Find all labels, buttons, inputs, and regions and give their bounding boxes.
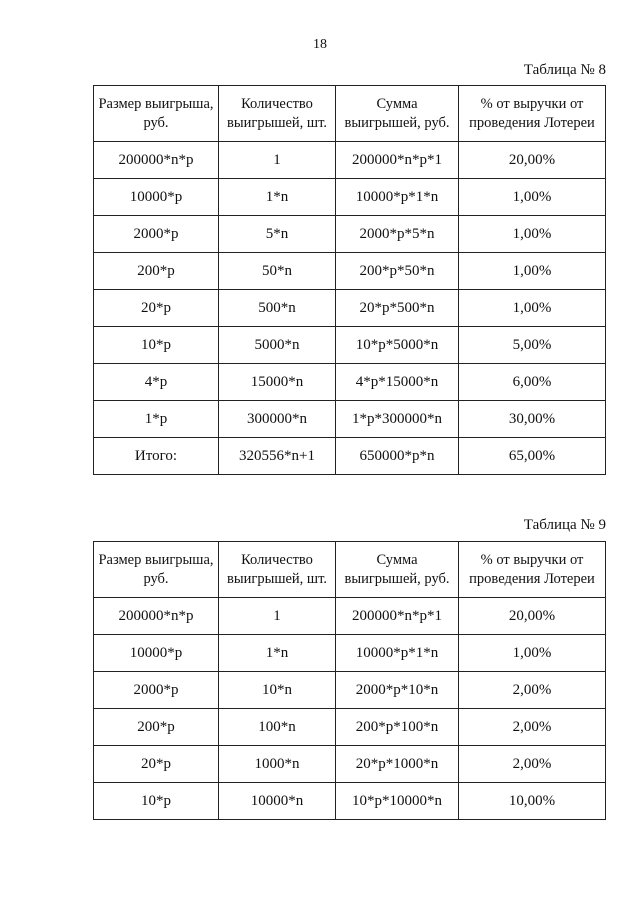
cell-prize-sum: 200*p*50*n	[336, 253, 459, 290]
table-row	[94, 709, 606, 746]
cell-revenue-percent: 20,00%	[459, 142, 606, 179]
header-revenue-percent: % от выручки от проведения Лотереи	[459, 542, 606, 598]
cell-prize-sum: 10*p*5000*n	[336, 327, 459, 364]
cell-revenue-percent: 1,00%	[459, 635, 606, 672]
cell-revenue-percent: 1,00%	[459, 179, 606, 216]
cell-prize-size: 20*p	[94, 746, 219, 783]
cell-revenue-percent: 6,00%	[459, 364, 606, 401]
cell-prize-sum: 200000*n*p*1	[336, 142, 459, 179]
cell-prize-count: 10*n	[219, 672, 336, 709]
cell-prize-count: 10000*n	[219, 783, 336, 820]
cell-revenue-percent: 65,00%	[459, 438, 606, 475]
cell-prize-size: 200000*n*p	[94, 598, 219, 635]
table-row	[94, 216, 606, 253]
header-prize-size: Размер выигрыша, руб.	[94, 542, 219, 598]
table-row	[94, 253, 606, 290]
cell-revenue-percent: 5,00%	[459, 327, 606, 364]
cell-prize-count: 5000*n	[219, 327, 336, 364]
cell-prize-size: 2000*p	[94, 216, 219, 253]
table-row	[94, 635, 606, 672]
table-row	[94, 783, 606, 820]
cell-prize-size: 10000*p	[94, 179, 219, 216]
cell-prize-size: 10000*p	[94, 635, 219, 672]
table-row	[94, 598, 606, 635]
cell-prize-count: 100*n	[219, 709, 336, 746]
header-revenue-percent: % от выручки от проведения Лотереи	[459, 86, 606, 142]
prize-table-9	[93, 541, 606, 820]
table-row	[94, 142, 606, 179]
table-row	[94, 746, 606, 783]
table-header-row	[94, 86, 606, 142]
cell-prize-size: 200*p	[94, 253, 219, 290]
cell-prize-count: 1*n	[219, 635, 336, 672]
cell-prize-count: 15000*n	[219, 364, 336, 401]
cell-prize-sum: 20*p*500*n	[336, 290, 459, 327]
header-prize-sum: Сумма выигрышей, руб.	[336, 86, 459, 142]
table-row	[94, 401, 606, 438]
cell-prize-count: 300000*n	[219, 401, 336, 438]
cell-prize-size: Итого:	[94, 438, 219, 475]
table-header-row	[94, 542, 606, 598]
cell-prize-count: 1	[219, 598, 336, 635]
cell-revenue-percent: 2,00%	[459, 746, 606, 783]
cell-revenue-percent: 1,00%	[459, 216, 606, 253]
table-row	[94, 438, 606, 475]
cell-prize-sum: 2000*p*10*n	[336, 672, 459, 709]
header-prize-sum: Сумма выигрышей, руб.	[336, 542, 459, 598]
prize-table-8	[93, 85, 606, 475]
cell-revenue-percent: 10,00%	[459, 783, 606, 820]
table-row	[94, 672, 606, 709]
cell-revenue-percent: 2,00%	[459, 672, 606, 709]
table-row	[94, 364, 606, 401]
table-row	[94, 179, 606, 216]
cell-revenue-percent: 1,00%	[459, 253, 606, 290]
cell-prize-sum: 200000*n*p*1	[336, 598, 459, 635]
cell-prize-size: 2000*p	[94, 672, 219, 709]
cell-prize-sum: 20*p*1000*n	[336, 746, 459, 783]
table-9-caption: Таблица № 9	[523, 517, 606, 533]
cell-prize-sum: 200*p*100*n	[336, 709, 459, 746]
cell-prize-size: 200000*n*p	[94, 142, 219, 179]
cell-prize-sum: 4*p*15000*n	[336, 364, 459, 401]
page-number: 18	[313, 37, 327, 52]
header-prize-size: Размер выигрыша, руб.	[94, 86, 219, 142]
cell-prize-count: 50*n	[219, 253, 336, 290]
cell-prize-count: 500*n	[219, 290, 336, 327]
cell-prize-sum: 650000*p*n	[336, 438, 459, 475]
cell-revenue-percent: 20,00%	[459, 598, 606, 635]
table-row	[94, 327, 606, 364]
cell-prize-sum: 10000*p*1*n	[336, 179, 459, 216]
cell-prize-count: 1000*n	[219, 746, 336, 783]
cell-prize-size: 200*p	[94, 709, 219, 746]
cell-prize-count: 320556*n+1	[219, 438, 336, 475]
cell-prize-size: 10*p	[94, 327, 219, 364]
cell-prize-sum: 1*p*300000*n	[336, 401, 459, 438]
cell-prize-count: 1*n	[219, 179, 336, 216]
table-row	[94, 290, 606, 327]
cell-prize-sum: 10000*p*1*n	[336, 635, 459, 672]
header-prize-count: Количество выигрышей, шт.	[219, 542, 336, 598]
cell-revenue-percent: 1,00%	[459, 290, 606, 327]
cell-prize-size: 20*p	[94, 290, 219, 327]
cell-prize-count: 5*n	[219, 216, 336, 253]
cell-revenue-percent: 30,00%	[459, 401, 606, 438]
cell-prize-sum: 2000*p*5*n	[336, 216, 459, 253]
table-8-caption: Таблица № 8	[523, 62, 606, 78]
cell-prize-size: 10*p	[94, 783, 219, 820]
cell-prize-sum: 10*p*10000*n	[336, 783, 459, 820]
header-prize-count: Количество выигрышей, шт.	[219, 86, 336, 142]
cell-prize-count: 1	[219, 142, 336, 179]
cell-prize-size: 4*p	[94, 364, 219, 401]
cell-prize-size: 1*p	[94, 401, 219, 438]
cell-revenue-percent: 2,00%	[459, 709, 606, 746]
